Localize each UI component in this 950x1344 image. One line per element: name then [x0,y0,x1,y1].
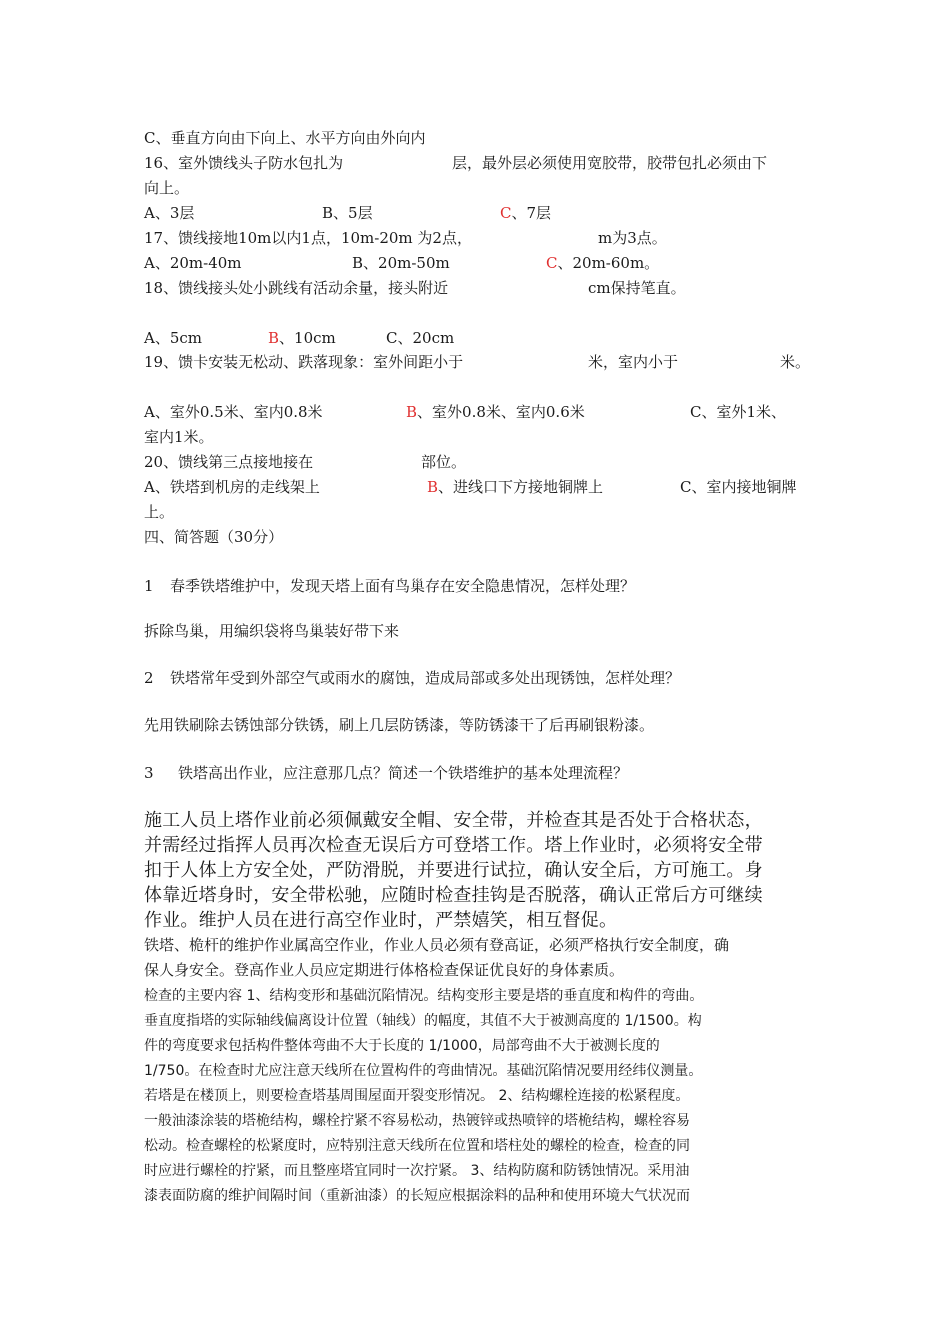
q16-option-c-text: 、7层 [511,204,552,222]
q17-answer-letter: C [546,254,558,272]
q18-stem-a: 18、馈线接头处小跳线有活动余量，接头附近 [144,279,449,297]
q19-option-b [406,401,585,423]
answer-mid-line: 保人身安全。登高作业人员应定期进行体格检查保证优良好的身体素质。 [144,961,625,979]
q19-answer-letter: B [406,403,418,421]
q16-answer-letter: C [500,204,512,222]
answer-big-line: 扣于人体上方安全处，严防滑脱，并要进行试拉，确认安全后，方可施工。身 [144,860,763,881]
q20-answer-letter: B [427,478,439,496]
q17-option-b: B、20m-50m [352,254,450,272]
section-heading: 四、简答题（30分） [144,528,284,546]
q20-option-c: C、室内接地铜牌 [680,478,797,496]
short-q1-question: 春季铁塔维护中，发现天塔上面有鸟巢存在安全隐患情况，怎样处理？ [170,577,636,595]
q17-option-c [546,252,659,274]
answer-small-line: 检查的主要内容 1、结构变形和基础沉陷情况。结构变形主要是塔的垂直度和构件的弯曲。 [144,988,704,1004]
answer-small-line: 松动。检查螺栓的松紧度时，应特别注意天线所在位置和塔柱处的螺栓的检查，检查的同 [144,1138,690,1154]
q20-stem-a: 20、馈线第三点接地接在 [144,453,314,471]
q17-stem-a: 17、馈线接地10m以内1点，10m-20m 为2点， [144,229,472,247]
answer-small-line: 一般油漆涂装的塔桅结构，螺栓拧紧不容易松动，热镀锌或热喷锌的塔桅结构，螺栓容易 [144,1113,690,1129]
q19-option-a: A、室外0.5米、室内0.8米 [144,403,323,421]
answer-small-line: 若塔是在楼顶上，则要检查塔基周围屋面开裂变形情况。 2、结构螺栓连接的松紧程度。 [144,1088,690,1104]
q16-stem-c: 向上。 [144,179,190,197]
q19-stem-b: 米，室内小于 [588,353,679,371]
q18-option-b-text: 、10cm [279,329,336,347]
answer-small-line: 1/750。在检查时尤应注意天线所在位置构件的弯曲情况。基础沉陷情况要用经纬仪测量。 [144,1063,703,1079]
q20-stem-b: 部位。 [421,453,467,471]
q16-option-c [500,202,551,224]
answer-mid-line: 铁塔、桅杆的维护作业属高空作业，作业人员必须有登高证，必须严格执行安全制度，确 [144,936,730,954]
short-q3-number: 3 [144,764,154,782]
answer-small-line: 垂直度指塔的实际轴线偏离设计位置（轴线）的幅度，其值不大于被测高度的 1/1500。构 [144,1013,702,1029]
short-q2-answer: 先用铁刷除去锈蚀部分铁锈，刷上几层防锈漆，等防锈漆干了后再刷银粉漆。 [144,716,655,734]
q20-option-b-text: 、进线口下方接地铜牌上 [438,478,604,496]
q19-option-c: C、室外1米、 [690,403,787,421]
q16-option-a: A、3层 [144,204,195,222]
q20-option-b [427,476,603,498]
q18-option-a: A、5cm [144,329,203,347]
q18-stem-b: cm保持笔直。 [588,279,686,297]
q16-stem-a: 16、室外馈线头子防水包扎为 [144,154,344,172]
answer-small-line: 时应进行螺栓的拧紧，而且整座塔宜同时一次拧紧。 3、结构防腐和防锈蚀情况。采用油 [144,1163,690,1179]
q17-option-c-text: 、20m-60m。 [557,254,660,272]
q16-option-b: B、5层 [322,204,373,222]
q19-option-c-cont: 室内1米。 [144,428,214,446]
q19-stem-c: 米。 [780,353,811,371]
answer-big-line: 施工人员上塔作业前必须佩戴安全帽、安全带，并检查其是否处于合格状态， [144,810,763,831]
short-q1-answer: 拆除鸟巢，用编织袋将鸟巢装好带下来 [144,622,400,640]
answer-small-line: 件的弯度要求包括构件整体弯曲不大于长度的 1/1000，局部弯曲不大于被测长度的 [144,1038,660,1054]
short-q3-question: 铁塔高出作业，应注意那几点？简述一个铁塔维护的基本处理流程？ [178,764,629,782]
q16-stem-b: 层，最外层必须使用宽胶带，胶带包扎必须由下 [452,154,768,172]
answer-big-line: 并需经过指挥人员再次检查无误后方可登塔工作。塔上作业时，必须将安全带 [144,835,763,856]
q17-stem-b: m为3点。 [598,229,667,247]
q19-option-b-text: 、室外0.8米、室内0.6米 [417,403,585,421]
q20-option-a: A、铁塔到机房的走线架上 [144,478,320,496]
answer-big-line: 体靠近塔身时，安全带松驰，应随时检查挂钩是否脱落，确认正常后方可继续 [144,885,763,906]
q20-option-c-cont: 上。 [144,503,175,521]
q15-option-c: C、垂直方向由下向上、水平方向由外向内 [144,129,426,147]
answer-small-line: 漆表面防腐的维护间隔时间（重新油漆）的长短应根据涂料的品种和使用环境大气状况而 [144,1188,690,1204]
answer-big-line: 作业。维护人员在进行高空作业时，严禁嬉笑，相互督促。 [144,910,618,931]
short-q2-number: 2 [144,669,154,687]
q17-option-a: A、20m-40m [144,254,242,272]
short-q2-question: 铁塔常年受到外部空气或雨水的腐蚀，造成局部或多处出现锈蚀，怎样处理？ [170,669,681,687]
q18-option-b [268,327,336,349]
q18-option-c: C、20cm [386,329,455,347]
q19-stem-a: 19、馈卡安装无松动、跌落现象：室外间距小于 [144,353,464,371]
q18-answer-letter: B [268,329,280,347]
short-q1-number: 1 [144,577,154,595]
